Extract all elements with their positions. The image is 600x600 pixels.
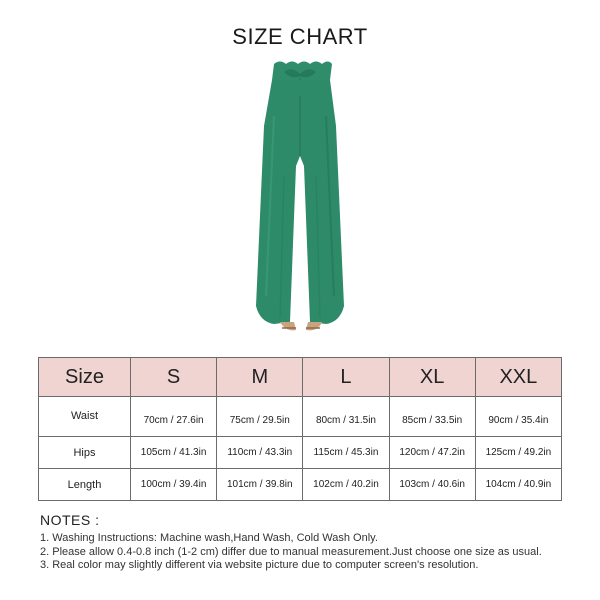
table-cell: 104cm / 40.9in: [475, 469, 561, 501]
table-cell: 90cm / 35.4in: [475, 397, 561, 437]
table-cell: 70cm / 27.6in: [131, 397, 217, 437]
table-cell: 101cm / 39.8in: [217, 469, 303, 501]
table-row-waist: [39, 397, 562, 437]
table-cell: 85cm / 33.5in: [389, 397, 475, 437]
table-cell: 125cm / 49.2in: [475, 437, 561, 469]
notes-title: NOTES :: [40, 512, 100, 528]
table-cell: 120cm / 47.2in: [389, 437, 475, 469]
table-row-hips: [39, 437, 562, 469]
table-cell: 103cm / 40.6in: [389, 469, 475, 501]
note-item: 1. Washing Instructions: Machine wash,Hand Wash, Cold Wash Only.: [40, 532, 378, 544]
table-cell: 110cm / 43.3in: [217, 437, 303, 469]
notes-section: [40, 512, 580, 573]
header-cell-xl: XL: [389, 358, 475, 397]
header-cell-xxl: XXL: [475, 358, 561, 397]
table-cell: 102cm / 40.2in: [303, 469, 389, 501]
header-cell-s: S: [131, 358, 217, 397]
size-table: [38, 357, 562, 501]
row-label: Waist: [39, 397, 131, 437]
page-title: SIZE CHART: [232, 24, 368, 49]
note-item: 3. Real color may slightly different via website picture due to computer screen's resolution.: [40, 559, 479, 571]
table-cell: 75cm / 29.5in: [217, 397, 303, 437]
table-cell: 100cm / 39.4in: [131, 469, 217, 501]
row-label: Length: [39, 469, 131, 501]
header-cell-l: L: [303, 358, 389, 397]
header-cell-size: Size: [39, 358, 131, 397]
row-label: Hips: [39, 437, 131, 469]
note-item: 2. Please allow 0.4-0.8 inch (1-2 cm) differ due to manual measurement.Just choose one size as usual.: [40, 545, 542, 558]
table-cell: 115cm / 45.3in: [303, 437, 389, 469]
table-cell: 105cm / 41.3in: [131, 437, 217, 469]
green-wide-leg-pants-image: [240, 56, 360, 341]
table-cell: 80cm / 31.5in: [303, 397, 389, 437]
table-header-row: [39, 358, 562, 397]
table-row-length: [39, 469, 562, 501]
header-cell-m: M: [217, 358, 303, 397]
